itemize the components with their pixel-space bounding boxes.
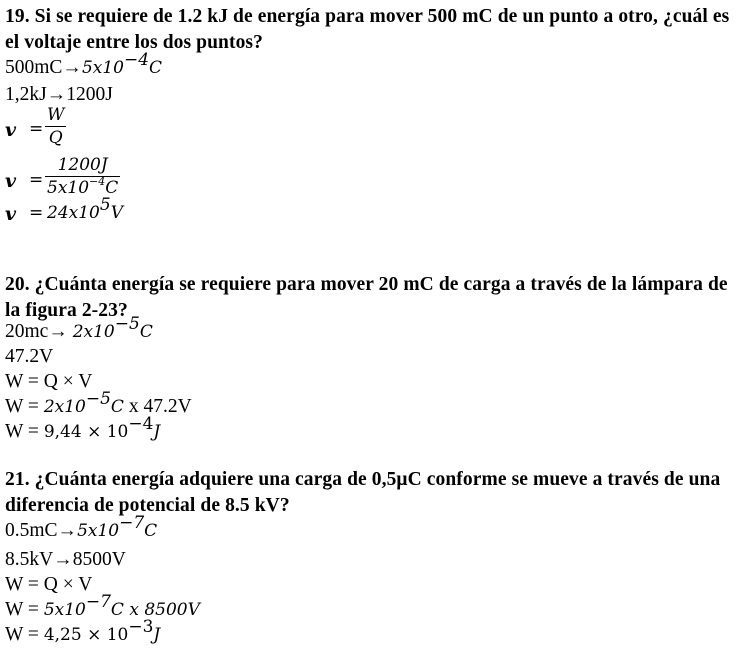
q21-conversion-voltage: 8.5kV→8500V	[5, 549, 126, 570]
question-21-title: 21. ¿Cuánta energía adquiere una carga de 0,5μC conforme se mueve a través de una diferencia de potencial de 8.5 kV?	[5, 469, 721, 516]
q20-conversion-charge: $20mc\to 2𝑥10^{-5}𝐶$	[5, 314, 153, 342]
q19-fraction-values: 1200𝐽 $5𝑥10^{-4}𝐶$	[47, 155, 119, 199]
q20-result: $W = 9,44 \times 10^{-4}𝐽$	[5, 414, 161, 442]
document-page: 19. Si se requiere de 1.2 kJ de energía para mover 500 mC de un punto a otro, ¿cuál es el voltaje entre los dos puntos? $500mC\to 5𝑥10^{-4}𝐶$ 1,2kJ→1200J 𝒗 = 𝑊 𝑄 𝒗 = 1200𝐽 $5𝑥10^{-4}𝐶$ 𝒗 = $24𝑥10^5𝑉$ 20. ¿Cuánta energía se requiere para mover 20 mC de carga a través de la lámpara de la figura 2-23? $20mc\to 2𝑥10^{-5}𝐶$ 47.2V W = Q × V $W = 2𝑥10^{-5}𝐶$ x 47.2V $W = 9,44 \times 10^{-4}𝐽$ 21. ¿Cuánta energía adquiere una carga de 0,5μC conforme se mueve a través de una diferencia de potencial de 8.5 kV? $0.5mC\to 5𝑥10^{-7}𝐶$ 8.5kV→8500V W = Q × V $W = 5𝑥10^{-7}𝐶$ 𝑥 8500𝑉 $W = 4,25 \times 10^{-3}𝐽$	[5, 0, 743, 651]
question-20-title: 20. ¿Cuánta energía se requiere para mover 20 mC de carga a través de la lámpara de la figura 2-23?	[5, 274, 728, 321]
q20-formula: W = Q × V	[5, 371, 93, 392]
q19-conversion-energy: 1,2kJ→1200J	[5, 84, 113, 105]
q19-conversion-charge: $500mC\to 5𝑥10^{-4}𝐶$	[5, 50, 163, 78]
q21-conversion-charge: $0.5mC\to 5𝑥10^{-7}𝐶$	[5, 513, 158, 541]
q21-formula: W = Q × V	[5, 574, 93, 595]
question-19-title: 19. Si se requiere de 1.2 kJ de energía para mover 500 mC de un punto a otro, ¿cuál es el voltaje entre los dos puntos?	[5, 6, 730, 53]
q20-substitution: $W = 2𝑥10^{-5}𝐶$ x 47.2V	[5, 389, 192, 417]
q20-voltage: 47.2V	[5, 346, 54, 367]
q19-fraction-w-over-q: 𝑊 𝑄	[47, 105, 65, 149]
q21-result: $W = 4,25 \times 10^{-3}𝐽$	[5, 617, 161, 645]
q21-substitution: $W = 5𝑥10^{-7}𝐶$ 𝑥 8500𝑉	[5, 592, 200, 620]
